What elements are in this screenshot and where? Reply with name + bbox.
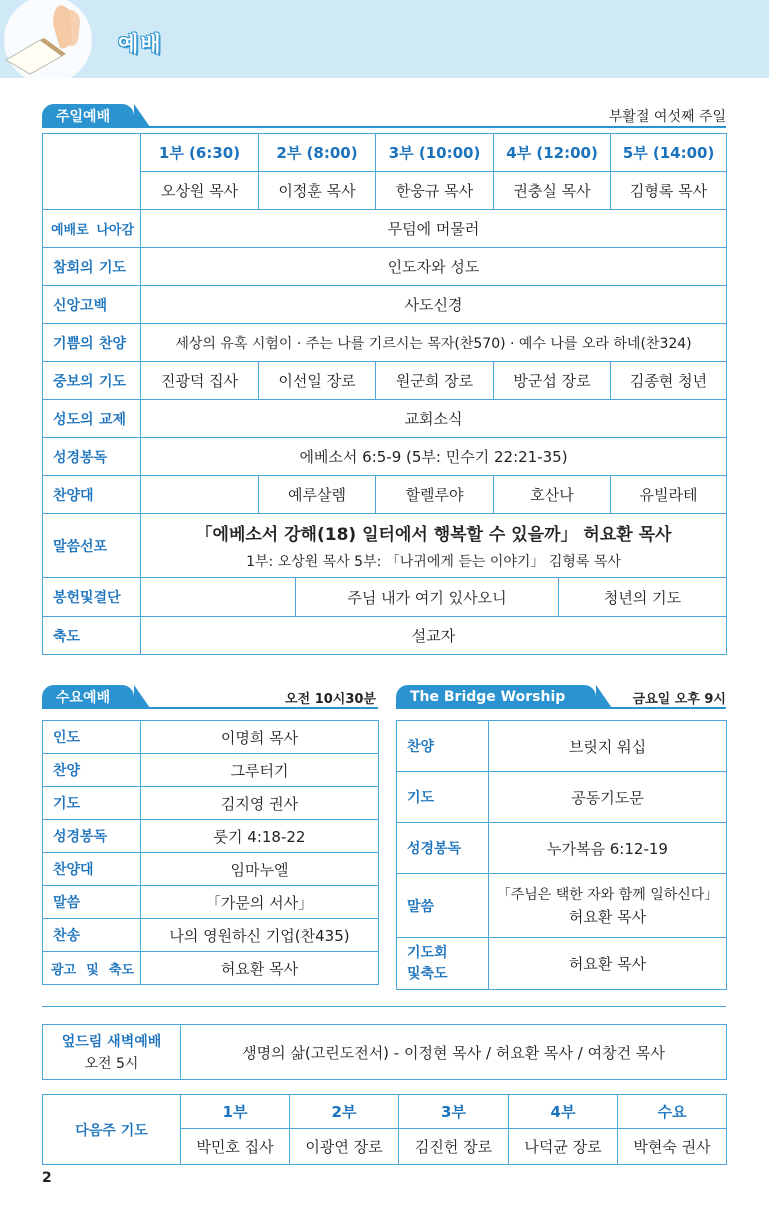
offering-cell <box>141 578 727 617</box>
row-value-praise: 세상의 유혹 시험이 · 주는 나를 기르시는 목자(찬570) · 예수 나를 오라 하네(찬324) <box>141 324 727 362</box>
row-label-fellowship: 성도의 교제 <box>43 400 141 438</box>
wednesday-label: 말씀 <box>43 886 141 919</box>
choir-1: 예루살렘 <box>259 476 376 514</box>
wednesday-value: 임마누엘 <box>141 853 379 886</box>
row-value-reading: 에베소서 6:5-9 (5부: 민수기 22:21-35) <box>141 438 727 476</box>
nextweek-header-4: 4부 <box>509 1095 618 1129</box>
row-label-approach: 예배로 나아감 <box>43 210 141 248</box>
sunday-note: 부활절 여섯째 주일 <box>608 109 726 125</box>
row-label-reading: 성경봉독 <box>43 438 141 476</box>
wednesday-table <box>42 720 379 985</box>
corner-cell <box>43 134 141 210</box>
wednesday-note: 오전 10시30분 <box>285 692 376 707</box>
row-label-praise: 기쁨의 찬양 <box>43 324 141 362</box>
row-label-benediction: 축도 <box>43 617 141 655</box>
row-label-confession: 참회의 기도 <box>43 248 141 286</box>
service-time-5: 5부 (14:00) <box>611 134 727 172</box>
bridge-label-praise: 찬양 <box>397 721 489 772</box>
bridge-label-prayer: 기도 <box>397 772 489 823</box>
row-label-intercession: 중보의 기도 <box>43 362 141 400</box>
bridge-label-prayer-meeting <box>397 938 489 990</box>
divider <box>42 1006 726 1007</box>
service-pastor-3: 한웅규 목사 <box>376 172 494 210</box>
bridge-sermon-cell <box>489 874 727 938</box>
tab-bridge-worship: The Bridge Worship <box>396 685 596 708</box>
bridge-label-line2: 및축도 <box>407 965 448 982</box>
row-value-benediction: 설교자 <box>141 617 727 655</box>
wednesday-row <box>43 919 379 952</box>
wednesday-row <box>43 853 379 886</box>
page-number: 2 <box>42 1170 52 1186</box>
bridge-note: 금요일 오후 9시 <box>632 692 726 707</box>
wednesday-label: 찬송 <box>43 919 141 952</box>
wednesday-value: 그루터기 <box>141 754 379 787</box>
intercession-4: 방군섭 장로 <box>494 362 611 400</box>
service-time-3: 3부 (10:00) <box>376 134 494 172</box>
nextweek-name-1: 박민호 집사 <box>181 1129 290 1165</box>
nextweek-header-3: 3부 <box>399 1095 509 1129</box>
nextweek-header-1: 1부 <box>181 1095 290 1129</box>
service-time-1: 1부 (6:30) <box>141 134 259 172</box>
nextweek-name-4: 나덕균 장로 <box>509 1129 618 1165</box>
wednesday-row <box>43 820 379 853</box>
nextweek-header-5: 수요 <box>618 1095 727 1129</box>
wednesday-label: 성경봉독 <box>43 820 141 853</box>
offering-empty <box>141 578 296 616</box>
section-rule <box>42 126 726 128</box>
bridge-label-sermon: 말씀 <box>397 874 489 938</box>
service-pastor-4: 권충실 목사 <box>494 172 611 210</box>
wednesday-value: 룻기 4:18-22 <box>141 820 379 853</box>
wednesday-value: 허요환 목사 <box>141 952 379 985</box>
wednesday-value: 「가문의 서사」 <box>141 886 379 919</box>
intercession-3: 원군희 장로 <box>376 362 494 400</box>
dawn-value: 생명의 삶(고린도전서) - 이정현 목사 / 허요환 목사 / 여창건 목사 <box>181 1025 727 1080</box>
nextweek-header-2: 2부 <box>290 1095 399 1129</box>
wednesday-label: 찬양대 <box>43 853 141 886</box>
service-time-2: 2부 (8:00) <box>259 134 376 172</box>
bridge-sermon-pastor: 허요환 목사 <box>568 908 647 926</box>
wednesday-label: 인도 <box>43 721 141 754</box>
offering-prayer: 청년의 기도 <box>603 588 682 607</box>
choir-4: 유빌라테 <box>611 476 727 514</box>
praying-hands-bible-illustration <box>0 0 100 78</box>
tab-sunday-worship: 주일예배 <box>42 104 134 127</box>
row-value-creed: 사도신경 <box>141 286 727 324</box>
dawn-time: 오전 5시 <box>84 1056 139 1072</box>
bridge-value-praise: 브릿지 워십 <box>489 721 727 772</box>
wednesday-row <box>43 754 379 787</box>
section-rule <box>396 707 726 709</box>
wednesday-label: 기도 <box>43 787 141 820</box>
dawn-label: 엎드림 새벽예배 <box>61 1034 162 1050</box>
bridge-table <box>396 720 727 990</box>
choir-empty-cell <box>141 476 259 514</box>
wednesday-row <box>43 886 379 919</box>
row-label-creed: 신앙고백 <box>43 286 141 324</box>
intercession-2: 이선일 장로 <box>259 362 376 400</box>
header-banner <box>0 0 769 78</box>
wednesday-value: 이명희 목사 <box>141 721 379 754</box>
wednesday-value: 김지영 권사 <box>141 787 379 820</box>
bridge-value-prayer: 공동기도문 <box>489 772 727 823</box>
intercession-1: 진광덕 집사 <box>141 362 259 400</box>
row-value-approach: 무덤에 머물러 <box>141 210 727 248</box>
wednesday-row <box>43 952 379 985</box>
section-rule <box>42 707 378 709</box>
wednesday-label: 광고 및 축도 <box>43 952 141 985</box>
service-pastor-5: 김형록 목사 <box>611 172 727 210</box>
row-label-sermon: 말씀선포 <box>43 514 141 578</box>
wednesday-value: 나의 영원하신 기업(찬435) <box>141 919 379 952</box>
page-title: 예배 <box>118 32 163 56</box>
row-label-choir: 찬양대 <box>43 476 141 514</box>
wednesday-row <box>43 787 379 820</box>
nextweek-name-5: 박현숙 권사 <box>618 1129 727 1165</box>
choir-2: 할렐루야 <box>376 476 494 514</box>
nextweek-label: 다음주 기도 <box>43 1095 181 1165</box>
row-label-offering: 봉헌및결단 <box>43 578 141 617</box>
dawn-label-cell <box>43 1025 181 1080</box>
bridge-label-line1: 기도회 <box>407 944 448 961</box>
choir-3: 호산나 <box>494 476 611 514</box>
offering-hymn: 주님 내가 여기 있사오니 <box>296 578 559 616</box>
row-value-confession: 인도자와 성도 <box>141 248 727 286</box>
sermon-title: 「에베소서 강해(18) 일터에서 행복할 수 있을까」 허요환 목사 <box>195 525 672 545</box>
bridge-value-reading: 누가복음 6:12-19 <box>489 823 727 874</box>
wednesday-label: 찬양 <box>43 754 141 787</box>
bridge-sermon-title: 「주님은 택한 자와 함께 일하신다」 <box>496 887 719 903</box>
nextweek-table <box>42 1094 727 1165</box>
nextweek-name-2: 이광연 장로 <box>290 1129 399 1165</box>
bridge-value-prayer-meeting: 허요환 목사 <box>489 938 727 990</box>
service-pastor-1: 오상원 목사 <box>141 172 259 210</box>
dawn-table <box>42 1024 727 1080</box>
intercession-5: 김종현 청년 <box>611 362 727 400</box>
row-value-fellowship: 교회소식 <box>141 400 727 438</box>
wednesday-row <box>43 721 379 754</box>
sermon-sub: 1부: 오상원 목사 5부: 「나귀에게 듣는 이야기」 김형록 목사 <box>246 554 621 570</box>
tab-wednesday-worship: 수요예배 <box>42 685 134 708</box>
bridge-label-reading: 성경봉독 <box>397 823 489 874</box>
sunday-table <box>42 133 727 655</box>
nextweek-name-3: 김진헌 장로 <box>399 1129 509 1165</box>
sermon-cell <box>141 514 727 578</box>
service-time-4: 4부 (12:00) <box>494 134 611 172</box>
service-pastor-2: 이정훈 목사 <box>259 172 376 210</box>
